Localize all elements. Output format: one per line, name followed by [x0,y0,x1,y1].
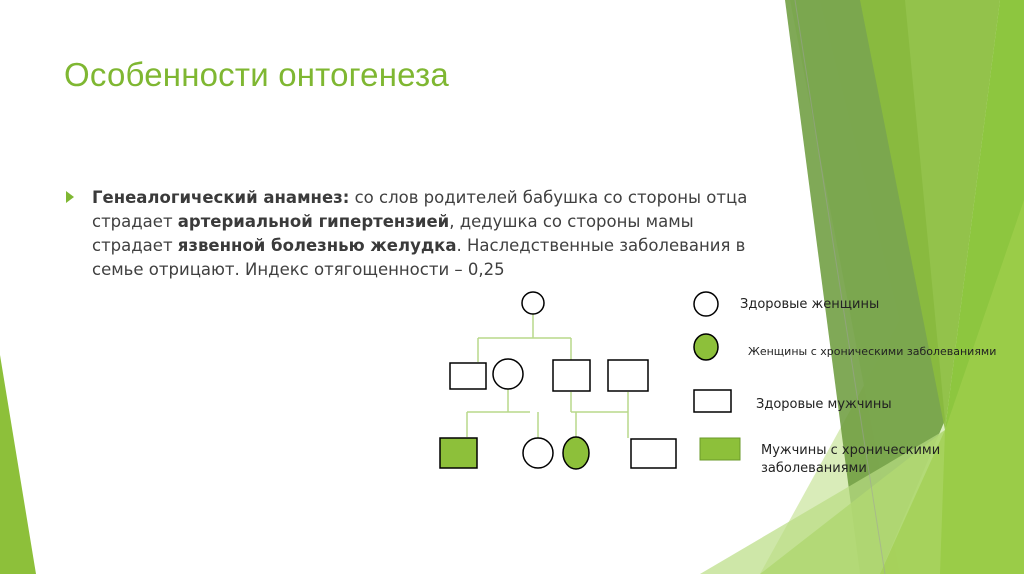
page-title: Особенности онтогенеза [64,56,449,93]
gen2-male-square-1 [450,363,486,389]
legend-healthy-female-symbol [694,292,718,316]
text-segment-1: со слов родителей бабушка со стороны отца страдает [92,188,748,231]
gen2-male-square-2 [553,360,590,391]
gen2-male-square-3 [608,360,648,391]
legend-affected-female-symbol [694,334,718,360]
legend-sick-men-label-line1: Мужчины с хроническими [761,443,941,458]
diagnosis-ulcer: язвенной болезнью желудка [177,236,457,255]
grandmother-circle [522,292,544,314]
gen3-affected-female-ellipse [563,437,589,469]
gen3-male-square [631,439,676,468]
anamnesis-label: Генеалогический анамнез: [92,188,350,207]
legend-healthy-women-label: Здоровые женщины [740,297,880,312]
text-segment-2: , дедушка со стороны мамы страдает [92,212,694,255]
legend-sick-women-label: Женщины с хроническими заболеваниями [748,345,997,358]
diagnosis-hypertension: артериальной гипертензией [177,212,450,231]
legend-healthy-men-label: Здоровые мужчины [756,397,892,412]
legend-affected-male-symbol [700,438,740,460]
pedigree-lines [467,314,628,438]
text-segment-3: . Наследственные заболевания в семье отрицают. Индекс отягощенности – 0,25 [92,236,746,279]
gen2-female-circle [493,359,523,389]
legend-sick-men-label-line2: заболеваниями [761,461,867,476]
legend-healthy-male-symbol [694,390,731,412]
gen3-affected-male-square [440,438,477,468]
gen3-female-circle [523,438,553,468]
